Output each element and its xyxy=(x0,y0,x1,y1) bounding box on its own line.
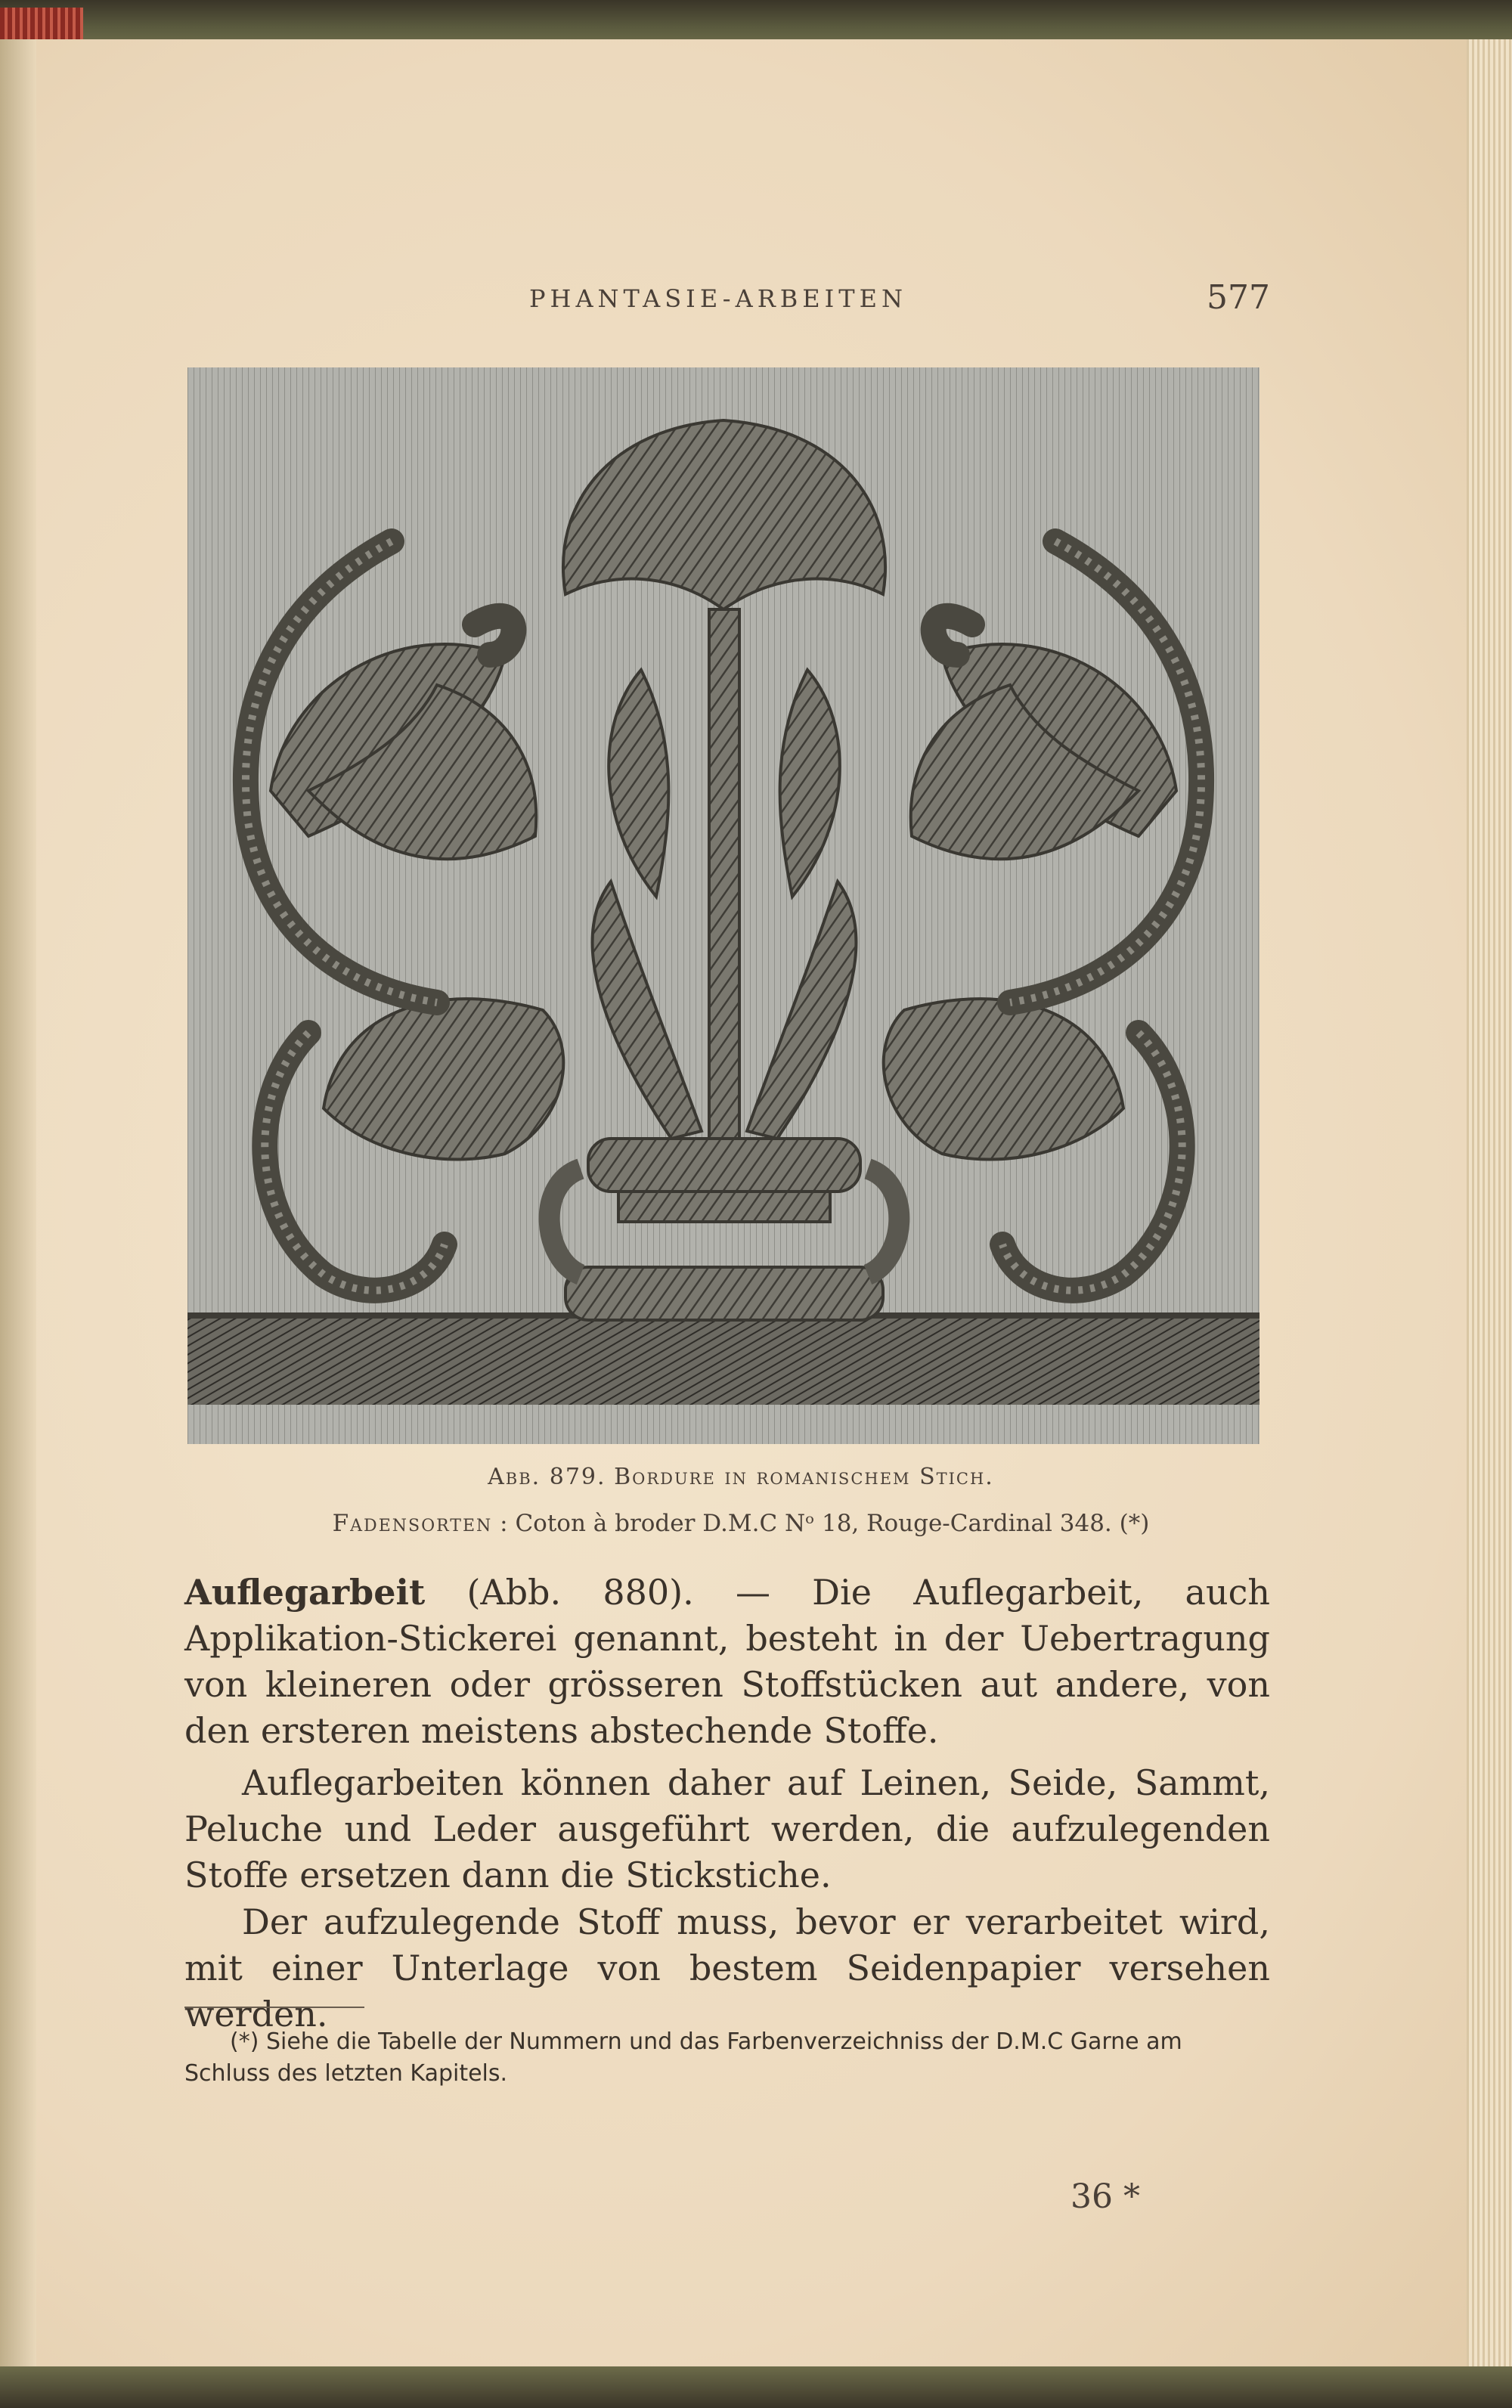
paragraph-body: (Abb. 880). — Die Auflegarbeit, auch Applikation-Stickerei genannt, besteht in der Uebertragung von kleineren oder grösseren Stoffstücken aut andere, von den ersteren meistens abstechende Stoffe. xyxy=(184,1572,1270,1751)
page-number: 577 xyxy=(1207,278,1270,317)
figure-caption xyxy=(0,1464,1482,1490)
figure-title: Bordure in romanischem Stich. xyxy=(614,1464,994,1490)
paragraph-preparation: Der aufzulegende Stoff muss, bevor er verarbeitet wird, mit einer Unterlage von bestem Seidenpapier versehen werden. xyxy=(184,1901,1270,2035)
book-binding-top xyxy=(0,0,1512,45)
footnote: (*) Siehe die Tabelle der Nummern und das Farbenverzeichniss der D.M.C Garne am Schluss des letzten Kapitels. xyxy=(184,2028,1182,2087)
page-edges xyxy=(1467,39,1512,2368)
figure-materials xyxy=(0,1510,1482,1537)
footnote-rule xyxy=(184,2007,364,2008)
bookmark-ribbon xyxy=(0,8,83,42)
paragraph-auflegarbeit xyxy=(184,1570,1270,1754)
signature-mark: 36 * xyxy=(1070,2177,1140,2216)
figure-number: Abb. 879. xyxy=(488,1464,606,1490)
materials-text: : Coton à broder D.M.C Nᵒ 18, Rouge-Cardinal 348. (*) xyxy=(500,1510,1150,1537)
book-binding-bottom xyxy=(0,2366,1512,2408)
paragraph-materials: Auflegarbeiten können daher auf Leinen, Seide, Sammt, Peluche und Leder ausgeführt werden, die aufzulegenden Stoffe ersetzen dann die Stickstiche. xyxy=(184,1762,1270,1895)
running-head: PHANTASIE-ARBEITEN xyxy=(529,284,907,313)
paragraph-lead: Auflegarbeit xyxy=(184,1572,426,1613)
embroidery-illustration xyxy=(187,367,1259,1444)
page-gutter xyxy=(0,39,36,2368)
materials-label: Fadensorten xyxy=(332,1510,493,1537)
embroidery-engraving xyxy=(187,367,1259,1444)
